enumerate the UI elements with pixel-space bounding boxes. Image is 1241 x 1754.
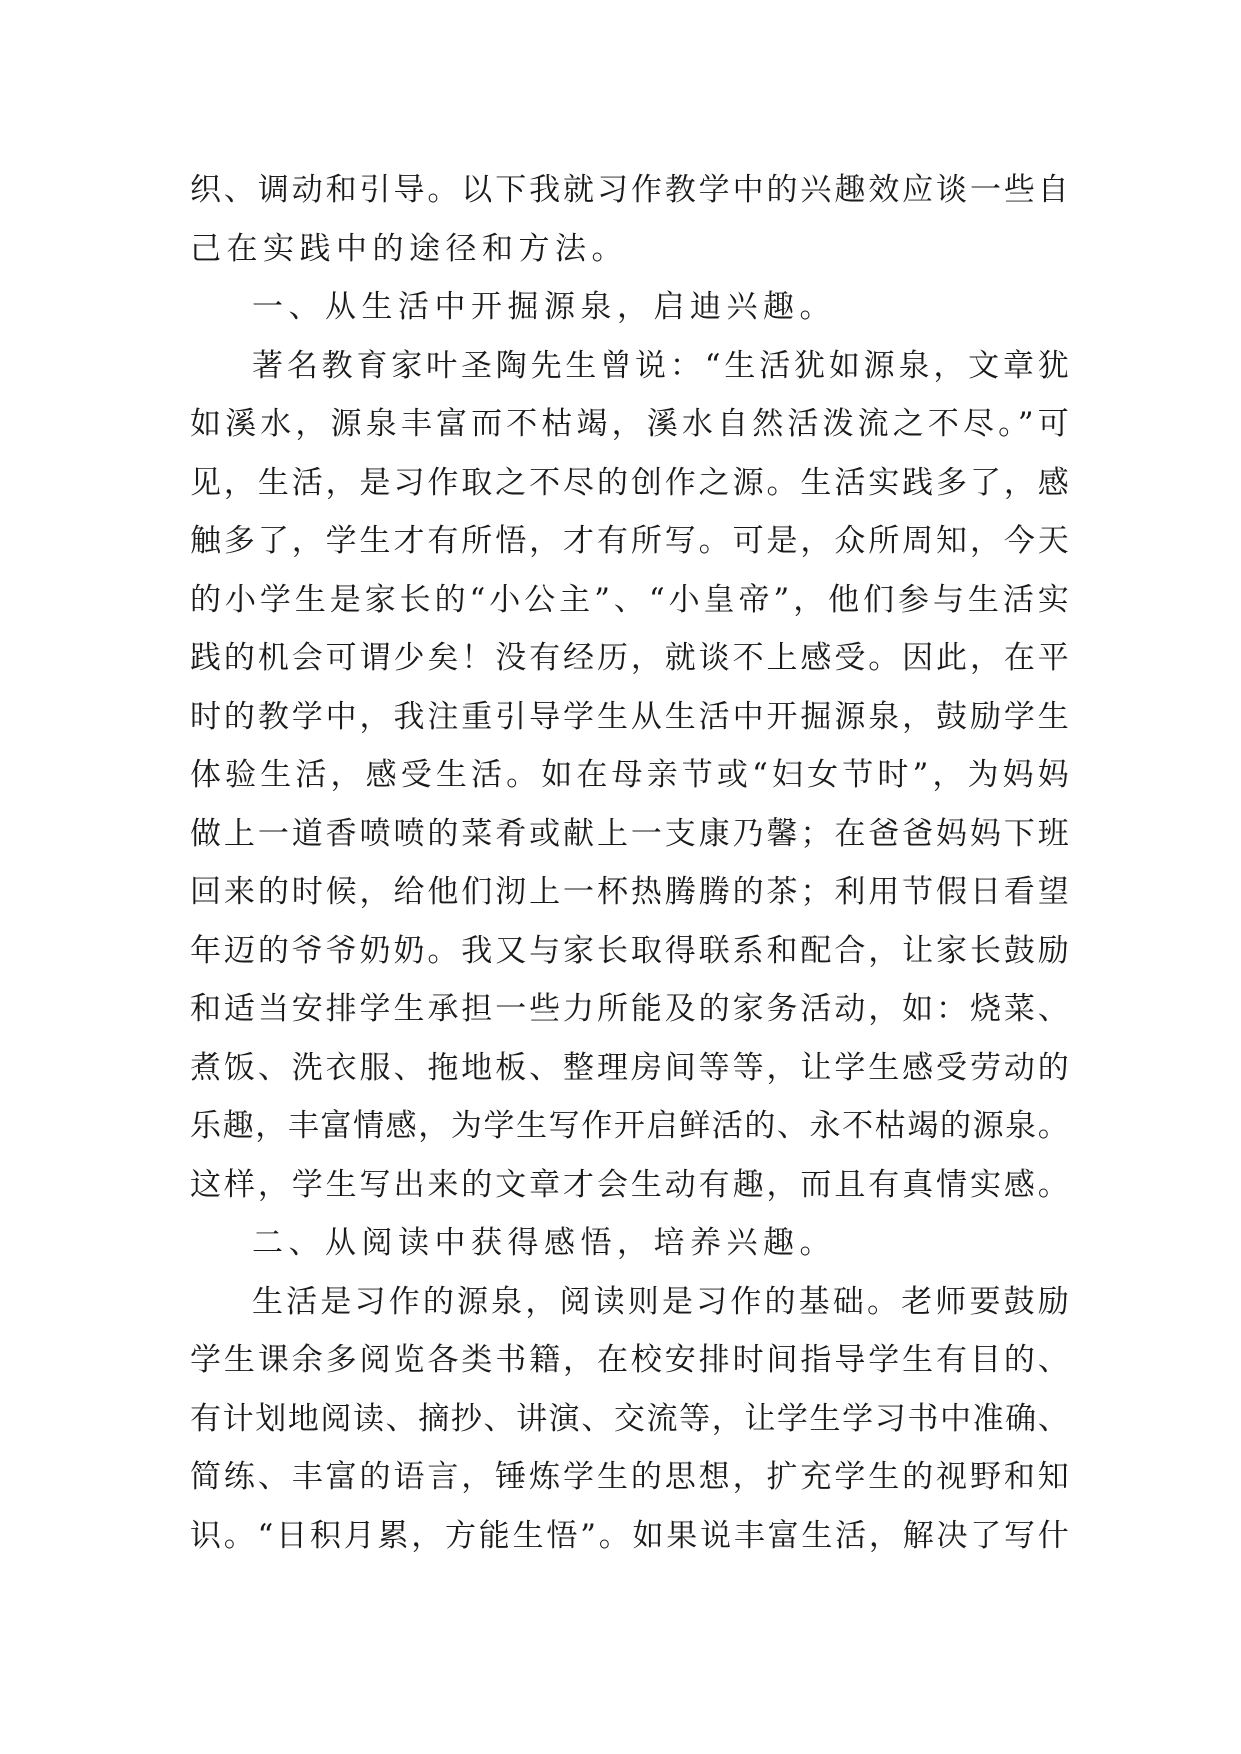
text-line: 有计划地阅读、摘抄、讲演、交流等，让学生学习书中准确、 — [190, 1400, 1070, 1437]
text-line: 体验生活，感受生活。如在母亲节或“妇女节时”，为妈妈 — [190, 757, 1070, 793]
text-line: 乐趣，丰富情感，为学生写作开启鲜活的、永不枯竭的源泉。 — [190, 1108, 1070, 1144]
text-line: 这样，学生写出来的文章才会生动有趣，而且有真情实感。 — [190, 1166, 1070, 1203]
text-line: 如溪水，源泉丰富而不枯竭，溪水自然活泼流之不尽。”可 — [190, 406, 1070, 442]
text-line: 践的机会可谓少矣！没有经历，就谈不上感受。因此，在平 — [190, 640, 1070, 676]
text-line: 时的教学中，我注重引导学生从生活中开掘源泉，鼓励学生 — [190, 698, 1070, 735]
section-heading: 一、从生活中开掘源泉，启迪兴趣。 — [252, 289, 836, 325]
text-line: 著名教育家叶圣陶先生曾说：“生活犹如源泉，文章犹 — [252, 347, 1070, 384]
text-line: 煮饭、洗衣服、拖地板、整理房间等等，让学生感受劳动的 — [190, 1049, 1070, 1086]
document-body — [190, 161, 1070, 1565]
text-line: 织、调动和引导。以下我就习作教学中的兴趣效应谈一些自 — [190, 172, 1070, 208]
text-line: 学生课余多阅览各类书籍，在校安排时间指导学生有目的、 — [190, 1342, 1070, 1378]
text-line: 识。“日积月累，方能生悟”。如果说丰富生活，解决了写什 — [190, 1517, 1070, 1554]
text-line: 简练、丰富的语言，锤炼学生的思想，扩充学生的视野和知 — [190, 1459, 1070, 1495]
text-line: 己在实践中的途径和方法。 — [190, 230, 628, 267]
text-line: 生活是习作的源泉，阅读则是习作的基础。老师要鼓励 — [252, 1283, 1070, 1320]
text-line: 年迈的爷爷奶奶。我又与家长取得联系和配合，让家长鼓励 — [190, 932, 1070, 969]
text-line: 做上一道香喷喷的菜肴或献上一支康乃馨；在爸爸妈妈下班 — [190, 815, 1070, 852]
text-line: 和适当安排学生承担一些力所能及的家务活动，如：烧菜、 — [190, 991, 1070, 1027]
text-line: 见，生活，是习作取之不尽的创作之源。生活实践多了，感 — [190, 464, 1070, 501]
text-line: 的小学生是家长的“小公主”、“小皇帝”，他们参与生活实 — [190, 581, 1070, 618]
text-line: 触多了，学生才有所悟，才有所写。可是，众所周知，今天 — [190, 523, 1070, 559]
section-heading: 二、从阅读中获得感悟，培养兴趣。 — [252, 1225, 836, 1261]
text-line: 回来的时候，给他们沏上一杯热腾腾的茶；利用节假日看望 — [190, 874, 1070, 910]
